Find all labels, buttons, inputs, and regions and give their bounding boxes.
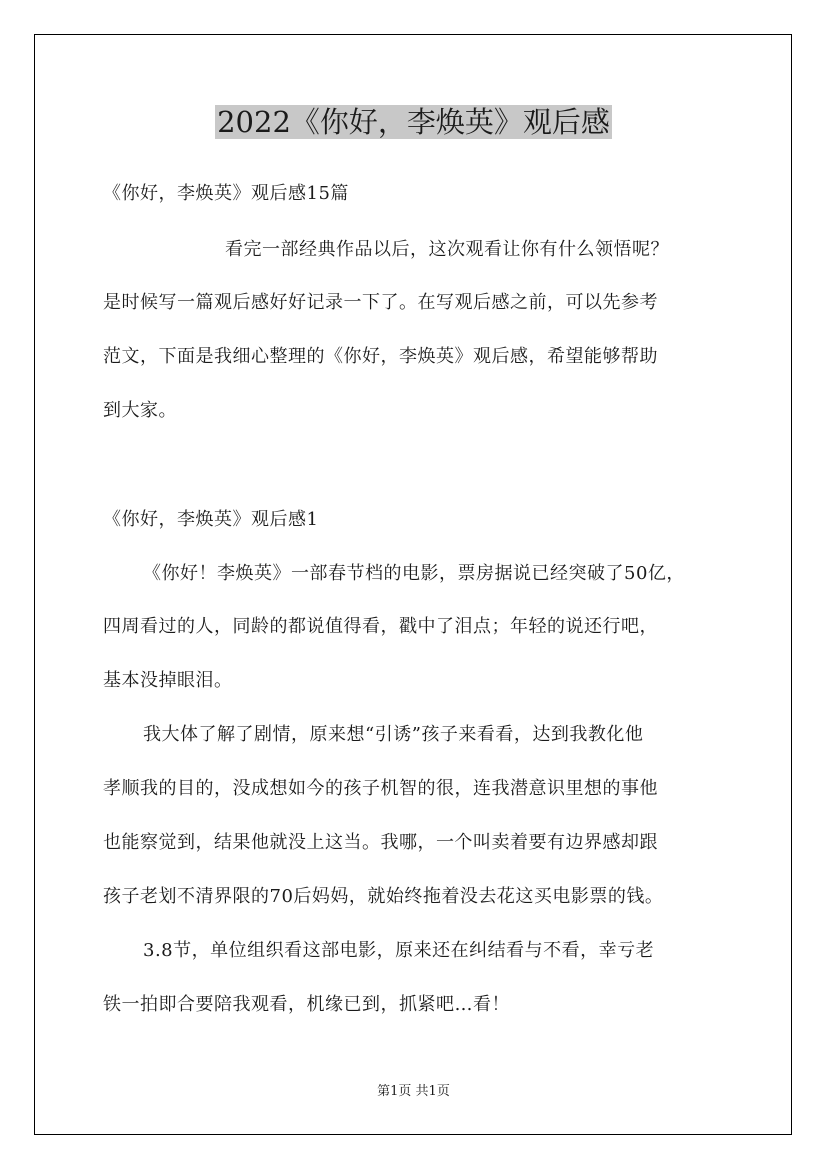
paragraph-line: 3.8节，单位组织看这部电影，原来还在纠结看与不看，幸亏老 (143, 940, 655, 961)
paragraph-line: 孩子老划不清界限的70后妈妈，就始终拖着没去花这买电影票的钱。 (103, 886, 664, 907)
intro-line: 范文，下面是我细心整理的《你好，李焕英》观后感，希望能够帮助 (103, 346, 658, 367)
document-subtitle: 《你好，李焕英》观后感15篇 (103, 183, 349, 204)
paragraph-line: 我大体了解了剧情，原来想“引诱”孩子来看看，达到我教化他 (143, 724, 644, 745)
paragraph-line: 也能察觉到，结果他就没上这当。我哪，一个叫卖着要有边界感却跟 (103, 832, 658, 853)
paragraph-line: 四周看过的人，同龄的都说值得看，戳中了泪点；年轻的说还行吧， (103, 616, 658, 637)
intro-line: 到大家。 (103, 400, 177, 421)
document-title (0, 102, 827, 142)
section-heading: 《你好，李焕英》观后感1 (103, 509, 319, 530)
paragraph-line: 《你好！李焕英》一部春节档的电影，票房据说已经突破了50亿， (143, 563, 685, 584)
document-title-text: 2022《你好，李焕英》观后感 (217, 105, 610, 139)
intro-line: 是时候写一篇观后感好好记录一下了。在写观后感之前，可以先参考 (103, 292, 658, 313)
page-footer: 第1页 共1页 (377, 1084, 450, 1099)
paragraph-line: 基本没掉眼泪。 (103, 670, 233, 691)
intro-line: 看完一部经典作品以后，这次观看让你有什么领悟呢？ (225, 239, 669, 260)
paragraph-line: 孝顺我的目的，没成想如今的孩子机智的很，连我潜意识里想的事他 (103, 778, 658, 799)
paragraph-line: 铁一拍即合要陪我观看，机缘已到，抓紧吧…看！ (103, 994, 510, 1015)
